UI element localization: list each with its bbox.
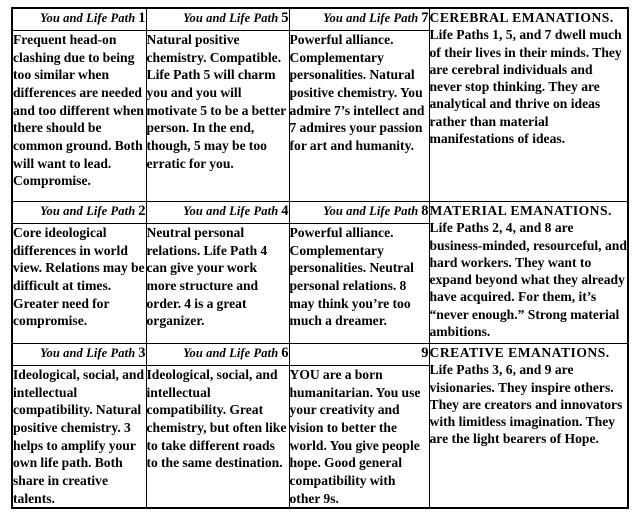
description-cell-path-3: Ideological, social, and intellectual compatibility. Natural positive chemistry. 3 helps to amplify your own life path. Both share in creative talents. <box>12 366 146 509</box>
header-label: You and Life Path <box>183 346 279 360</box>
emanation-text: Life Paths 1, 5, and 7 dwell much of their lives in their minds. They are cerebral individuals and never stop thinking. They are analytical and thrive on ideas rather than material manifestations of ideas. <box>429 27 622 146</box>
emanation-cell-material <box>429 202 628 344</box>
emanation-cell-creative <box>429 344 628 509</box>
description-cell-path-1: Frequent head-on clashing due to being too similar when differences are needed and too different when there should be common ground. Both will want to lead. Compromise. <box>12 31 146 202</box>
description-cell-path-4: Neutral personal relations. Life Path 4 can give your work more structure and order. 4 is a great organizer. <box>146 224 289 344</box>
emanation-title: MATERIAL EMANATIONS. <box>429 203 612 218</box>
table-header-row <box>12 344 628 366</box>
header-label: You and Life Path <box>40 11 136 25</box>
header-number: 9 <box>421 345 429 361</box>
life-path-compatibility-table <box>11 7 629 509</box>
header-cell-path-1 <box>12 8 146 31</box>
header-cell-path-6 <box>146 344 289 366</box>
description-cell-path-9: YOU are a born humanitarian. You use your creativity and vision to better the world. You give people hope. Good general compatibility with other 9s. <box>289 366 429 509</box>
header-label: You and Life Path <box>323 204 419 218</box>
header-label: You and Life Path <box>183 204 279 218</box>
emanation-title: CREATIVE EMANATIONS. <box>429 345 610 360</box>
header-label: You and Life Path <box>323 11 419 25</box>
emanation-text: Life Paths 3, 6, and 9 are visionaries. They inspire others. They are creators and innovators with limitless imagination. They are the light bearers of Hope. <box>429 362 623 447</box>
table-header-row <box>12 8 628 31</box>
emanation-text: Life Paths 2, 4, and 8 are business-minded, resourceful, and hard workers. They want to expand beyond what they already have acquired. For them, it’s “never enough.” Strong material ambitions. <box>429 220 627 339</box>
header-number: 6 <box>281 345 289 361</box>
description-cell-path-2: Core ideological differences in world view. Relations may be difficult at times. Greater need for compromise. <box>12 224 146 344</box>
header-number: 5 <box>281 10 289 26</box>
header-number: 3 <box>138 345 146 361</box>
emanation-title: CEREBRAL EMANATIONS. <box>429 10 614 25</box>
header-number: 7 <box>421 10 429 26</box>
header-number: 1 <box>138 10 146 26</box>
description-cell-path-7: Powerful alliance. Complementary personalities. Natural positive chemistry. You admire 7’s intellect and 7 admires your passion for art and humanity. <box>289 31 429 202</box>
header-cell-path-8 <box>289 202 429 224</box>
description-cell-path-8: Powerful alliance. Complementary personalities. Neutral personal relations. 8 may think you’re too much a dreamer. <box>289 224 429 344</box>
header-cell-path-5 <box>146 8 289 31</box>
header-label: You and Life Path <box>40 204 136 218</box>
header-label: You and Life Path <box>183 11 279 25</box>
header-label: You and Life Path <box>40 346 136 360</box>
emanation-cell-cerebral <box>429 8 628 202</box>
description-cell-path-5: Natural positive chemistry. Compatible. Life Path 5 will charm you and you will motivate 5 to be a better person. In the end, though, 5 may be too erratic for you. <box>146 31 289 202</box>
header-number: 4 <box>281 203 289 219</box>
header-number: 8 <box>421 203 429 219</box>
header-cell-path-2 <box>12 202 146 224</box>
header-cell-path-4 <box>146 202 289 224</box>
header-number: 2 <box>138 203 146 219</box>
header-cell-path-3 <box>12 344 146 366</box>
description-cell-path-6: Ideological, social, and intellectual compatibility. Great chemistry, but often like to take different roads to the same destination. <box>146 366 289 509</box>
table-header-row <box>12 202 628 224</box>
header-cell-path-9 <box>289 344 429 366</box>
header-cell-path-7 <box>289 8 429 31</box>
